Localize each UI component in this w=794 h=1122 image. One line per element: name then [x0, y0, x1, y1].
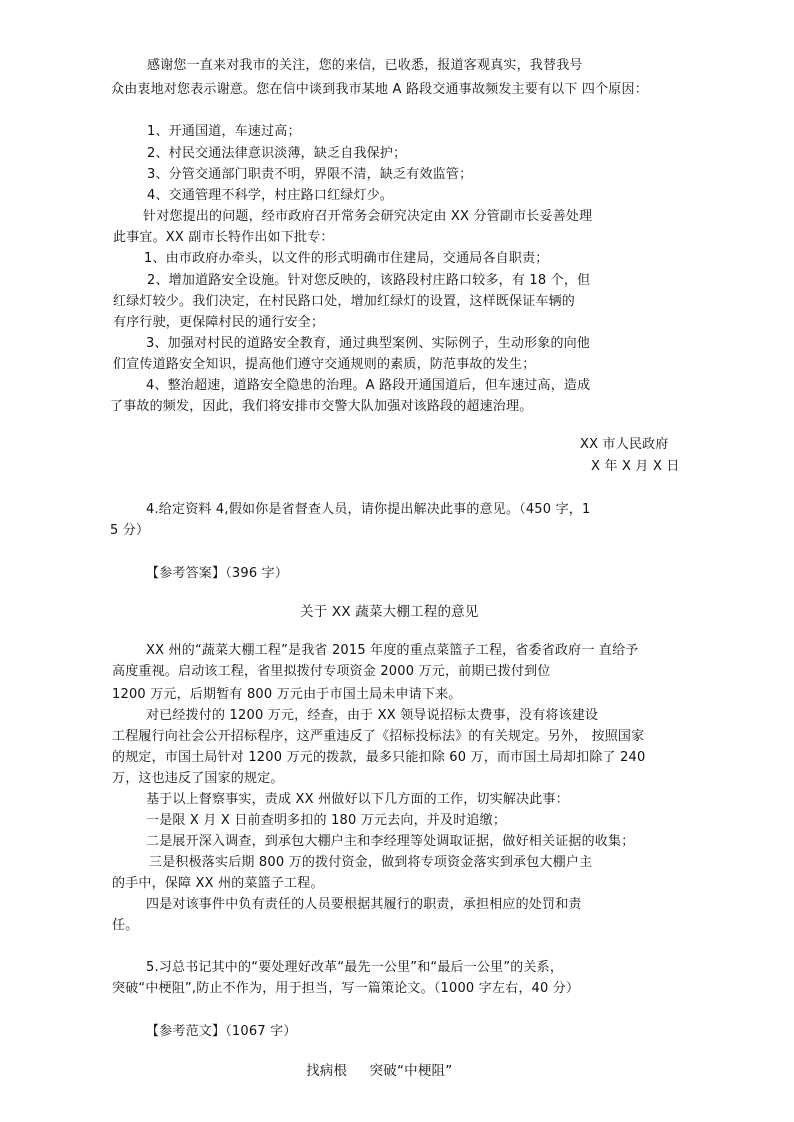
letter-paragraph-line: 有序行驶，更保障村民的通行安全； [113, 315, 325, 330]
letter-paragraph-line: 了事故的频发，因此，我们将安排市交警大队加强对该路段的超速治理。 [110, 399, 533, 414]
answer-4-line: 的手中，保障 XX 州的菜篮子工程。 [112, 876, 324, 891]
letter-list-item: 3、加强对村民的道路安全教育，通过典型案例、实际例子，生动形象的向他 [146, 336, 591, 351]
answer-4-line: 三是积极落实后期 800 万的拨付资金，做到将专项资金落实到承包大棚户主 [149, 855, 593, 870]
letter-paragraph-line: 此事宜。XX 副市长特作出如下批专： [113, 230, 334, 245]
question-4-line: 4.给定资料 4,假如你是省督查人员，请你提出解决此事的意见。（450 字，1 [146, 502, 591, 517]
answer-4-line: 高度重视。启动该工程，省里拟拨付专项资金 2000 万元，前期已拨付到位 [112, 664, 551, 679]
letter-list-item: 1、开通国道，车速过高； [147, 124, 301, 139]
letter-paragraph-line: 们宣传道路安全知识，提高他们遵守交通规则的素质，防范事故的发生； [113, 357, 536, 372]
reference-essay-label: 【参考范文】（1067 字） [146, 1024, 297, 1039]
question-5-line: 5.习总书记其中的“要处理好改革“最先一公里”和“最后一公里”的关系， [146, 960, 564, 975]
answer-4-line: 工程履行向社会公开招标程序，这严重违反了《招标投标法》的有关规定。另外， 按照国家 [112, 729, 645, 744]
essay-title: 找病根 突破“中梗阻” [306, 1063, 453, 1079]
letter-list-item: 3、分管交通部门职责不明，界限不清，缺乏有效监管； [147, 167, 473, 182]
answer-4-line: 的规定，市国土局针对 1200 万元的拨款，最多只能扣除 60 万，而市国土局却扣除了 240 [112, 750, 646, 765]
letter-paragraph-line: 感谢您一直来对我市的关注，您的来信，已收悉，报道客观真实，我替我号 [147, 58, 583, 73]
letter-list-item: 4、整治超速，道路安全隐患的治理。A 路段开通国道后，但车速过高，造成 [146, 378, 591, 393]
letter-date: X 年 X 月 X 日 [591, 459, 680, 474]
letter-list-item: 1、由市政府办牵头，以文件的形式明确市住建局，交通局各自职责； [144, 251, 549, 266]
answer-4-line: XX 州的“蔬菜大棚工程”是我省 2015 年度的重点菜篮子工程，省委省政府一 直给予 [146, 643, 639, 658]
question-4-line: 5 分） [110, 523, 150, 538]
letter-list-item: 2、村民交通法律意识淡薄，缺乏自我保护； [147, 146, 407, 161]
letter-paragraph-line: 红绿灯较少。我们决定，在村民路口处，增加红绿灯的设置，这样既保证车辆的 [113, 294, 576, 309]
letter-paragraph-line: 针对您提出的问题，经市政府召开常务会研究决定由 XX 分管副市长妥善处理 [143, 209, 593, 224]
answer-4-line: 四是对该事件中负有责任的人员要根据其履行的职责，承担相应的处罚和责 [146, 897, 582, 912]
answer-4-line: 基于以上督察事实，责成 XX 州做好以下几方面的工作，切实解决此事： [146, 792, 569, 807]
answer-4-line: 1200 万元，后期暂有 800 万元由于市国土局未申请下来。 [112, 687, 462, 702]
letter-list-item: 2、增加道路安全设施。针对您反映的，该路段村庄路口较多，有 18 个，但 [147, 273, 591, 288]
letter-list-item: 4、交通管理不科学，村庄路口红绿灯少。 [147, 188, 394, 203]
answer-4-line: 对已经拨付的 1200 万元，经查，由于 XX 领导说招标太费事，没有将该建设 [146, 708, 599, 723]
question-5-line: 突破“中梗阻”,防止不作为，用于担当，写一篇策论文。（1000 字左右，40 分） [112, 981, 580, 996]
answer-4-line: 二是展开深入调查，到承包大棚户主和李经理等处调取证据，做好相关证据的收集； [146, 834, 635, 849]
answer-4-title: 关于 XX 蔬菜大棚工程的意见 [300, 604, 479, 620]
answer-4-line: 一是限 X 月 X 日前查明多扣的 180 万元去向，并及时追缴； [146, 813, 507, 828]
answer-4-line: 任。 [112, 918, 139, 933]
answer-4-line: 万，这也违反了国家的规定。 [112, 771, 284, 786]
reference-answer-label: 【参考答案】（396 字） [146, 566, 289, 581]
letter-signature: XX 市人民政府 [580, 437, 669, 452]
letter-paragraph-line: 众由衷地对您表示谢意。您在信中谈到我市某地 A 路段交通事故频发主要有以下 四个原因： [111, 82, 648, 97]
